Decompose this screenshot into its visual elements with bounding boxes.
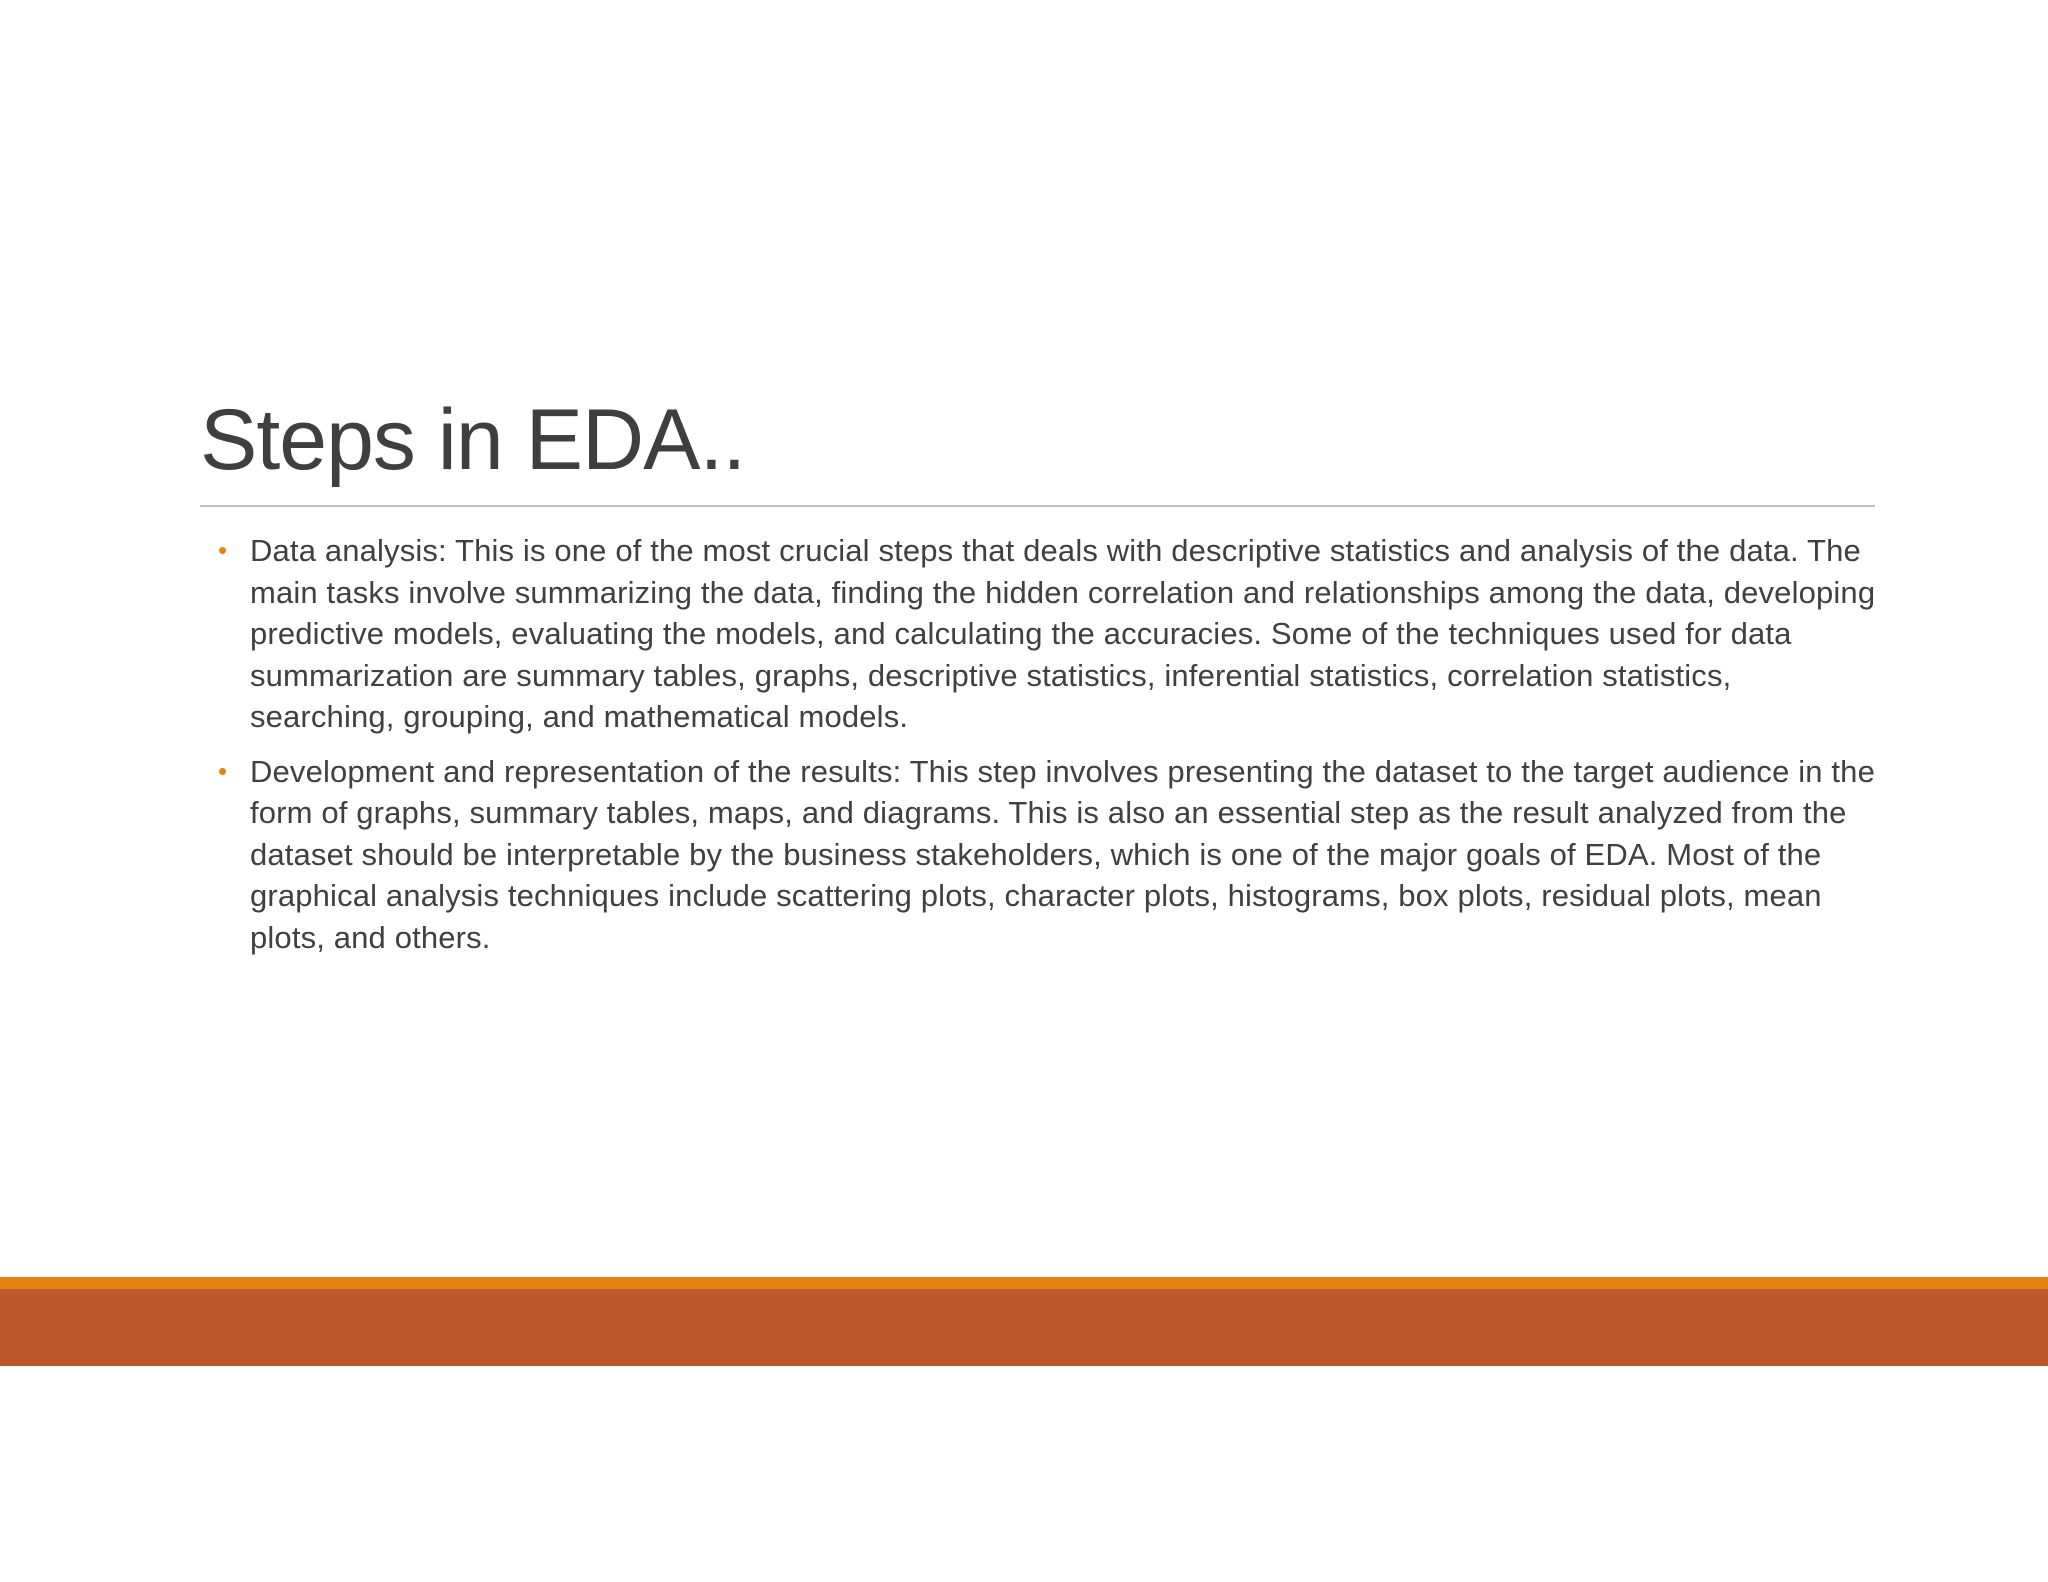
footer-band [0, 1289, 2048, 1366]
bullet-dot-icon: • [218, 535, 228, 565]
footer-accent-band [0, 1277, 2048, 1289]
bullet-dot-icon: • [218, 755, 228, 786]
bullet-text: Data analysis: This is one of the most crucial steps that deals with descriptive statistics and analysis of the data. The main tasks involve summarizing the data, finding the hidden correlation and relationships among the data, developing predictive models, evaluating the models, and calculating the accuracies. Some of the techniques used for data summarization are summary tables, graphs, descriptive statistics, inferential statistics, correlation statistics, searching, grouping, and mathematical models. [250, 533, 1876, 734]
bullet-list [218, 530, 1878, 971]
bullet-item-data-analysis [218, 530, 1878, 738]
slide-title: Steps in EDA.. [200, 392, 746, 488]
title-divider [200, 505, 1875, 507]
bullet-text: Development and representation of the results: This step involves presenting the dataset to the target audience in the form of graphs, summary tables, maps, and diagrams. This is also an essential step as the result analyzed from the dataset should be interpretable by the business stakeholders, which is one of the major goals of EDA. Most of the graphical analysis techniques include scattering plots, character plots, histograms, box plots, residual plots, mean plots, and others. [250, 753, 1875, 955]
bullet-item-development-representation [218, 751, 1878, 959]
